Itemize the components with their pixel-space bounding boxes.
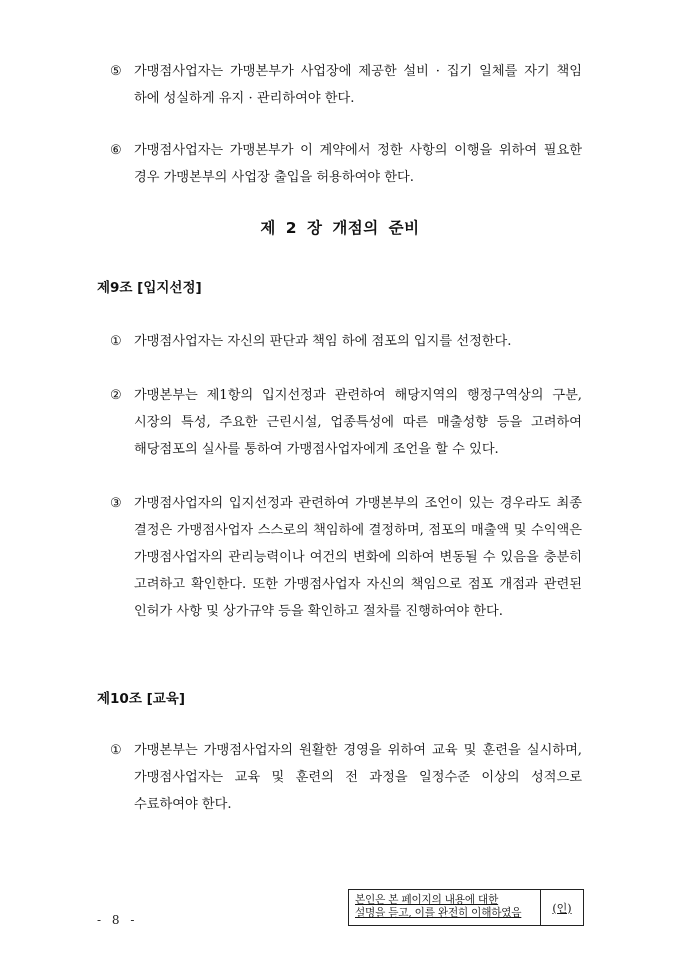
page-number: - 8 - (97, 913, 137, 927)
article-9-title: 제9조 [입지선정] (97, 280, 202, 296)
clause-number: ① (110, 334, 122, 349)
article-10-title: 제10조 [교육] (97, 691, 185, 707)
clause-text: 가맹점사업자는 가맹본부가 사업장에 제공한 설비 · 집기 일체를 자기 책임 하에 성실하게 유지 · 관리하여야 한다. (134, 64, 582, 106)
chapter-title: 제 2 장 개점의 준비 (260, 219, 420, 237)
clause-number: ③ (110, 496, 122, 511)
clause-text: 가맹점사업자의 입지선정과 관련하여 가맹본부의 조언이 있는 경우라도 최종 결정은 가맹점사업자 스스로의 책임하에 결정하며, 점포의 매출액 및 수익액은 가맹점사업자의 관리능력이나 여건의 변화에 의하여 변동될 수 있음을 충분히 고려하고 확인한다. 또한 가맹점사업자 자신의 책임으로 점포 개점과 관련된 인허가 사항 및 상가규약 등을 확인하고 절차를 진행하여야 한다. (134, 496, 582, 619)
confirmation-line-2: 설명을 듣고, 이를 완전히 이해하였음 (355, 907, 522, 919)
article-10-clause-1 (110, 737, 582, 818)
clause-text: 가맹점사업자는 자신의 판단과 책임 하에 점포의 입지를 선정한다. (134, 334, 512, 349)
confirmation-box (348, 889, 584, 926)
article-9-clause-3 (110, 490, 582, 625)
seal-field[interactable]: (인) (540, 890, 583, 925)
clause-text: 가맹본부는 가맹점사업자의 원활한 경영을 위하여 교육 및 훈련을 실시하며, 가맹점사업자는 교육 및 훈련의 전 과정을 일정수준 이상의 성적으로 수료하여야 한다. (134, 743, 582, 812)
clause-text: 가맹본부는 제1항의 입지선정과 관련하여 해당지역의 행정구역상의 구분, 시장의 특성, 주요한 근린시설, 업종특성에 따른 매출성향 등을 고려하여 해당점포의 실사를 통하여 가맹점사업자에게 조언을 할 수 있다. (134, 388, 582, 457)
clause-5 (110, 58, 582, 112)
clause-number: ① (110, 743, 122, 758)
clause-6 (110, 137, 582, 191)
article-9-clause-2 (110, 382, 582, 463)
confirmation-line-1: 본인은 본 페이지의 내용에 대한 (355, 894, 499, 906)
confirmation-statement (349, 890, 540, 925)
article-9-clause-1 (110, 328, 582, 355)
clause-number: ⑥ (110, 143, 122, 158)
clause-number: ⑤ (110, 64, 122, 79)
clause-number: ② (110, 388, 122, 403)
clause-text: 가맹점사업자는 가맹본부가 이 계약에서 정한 사항의 이행을 위하여 필요한 경우 가맹본부의 사업장 출입을 허용하여야 한다. (134, 143, 582, 185)
